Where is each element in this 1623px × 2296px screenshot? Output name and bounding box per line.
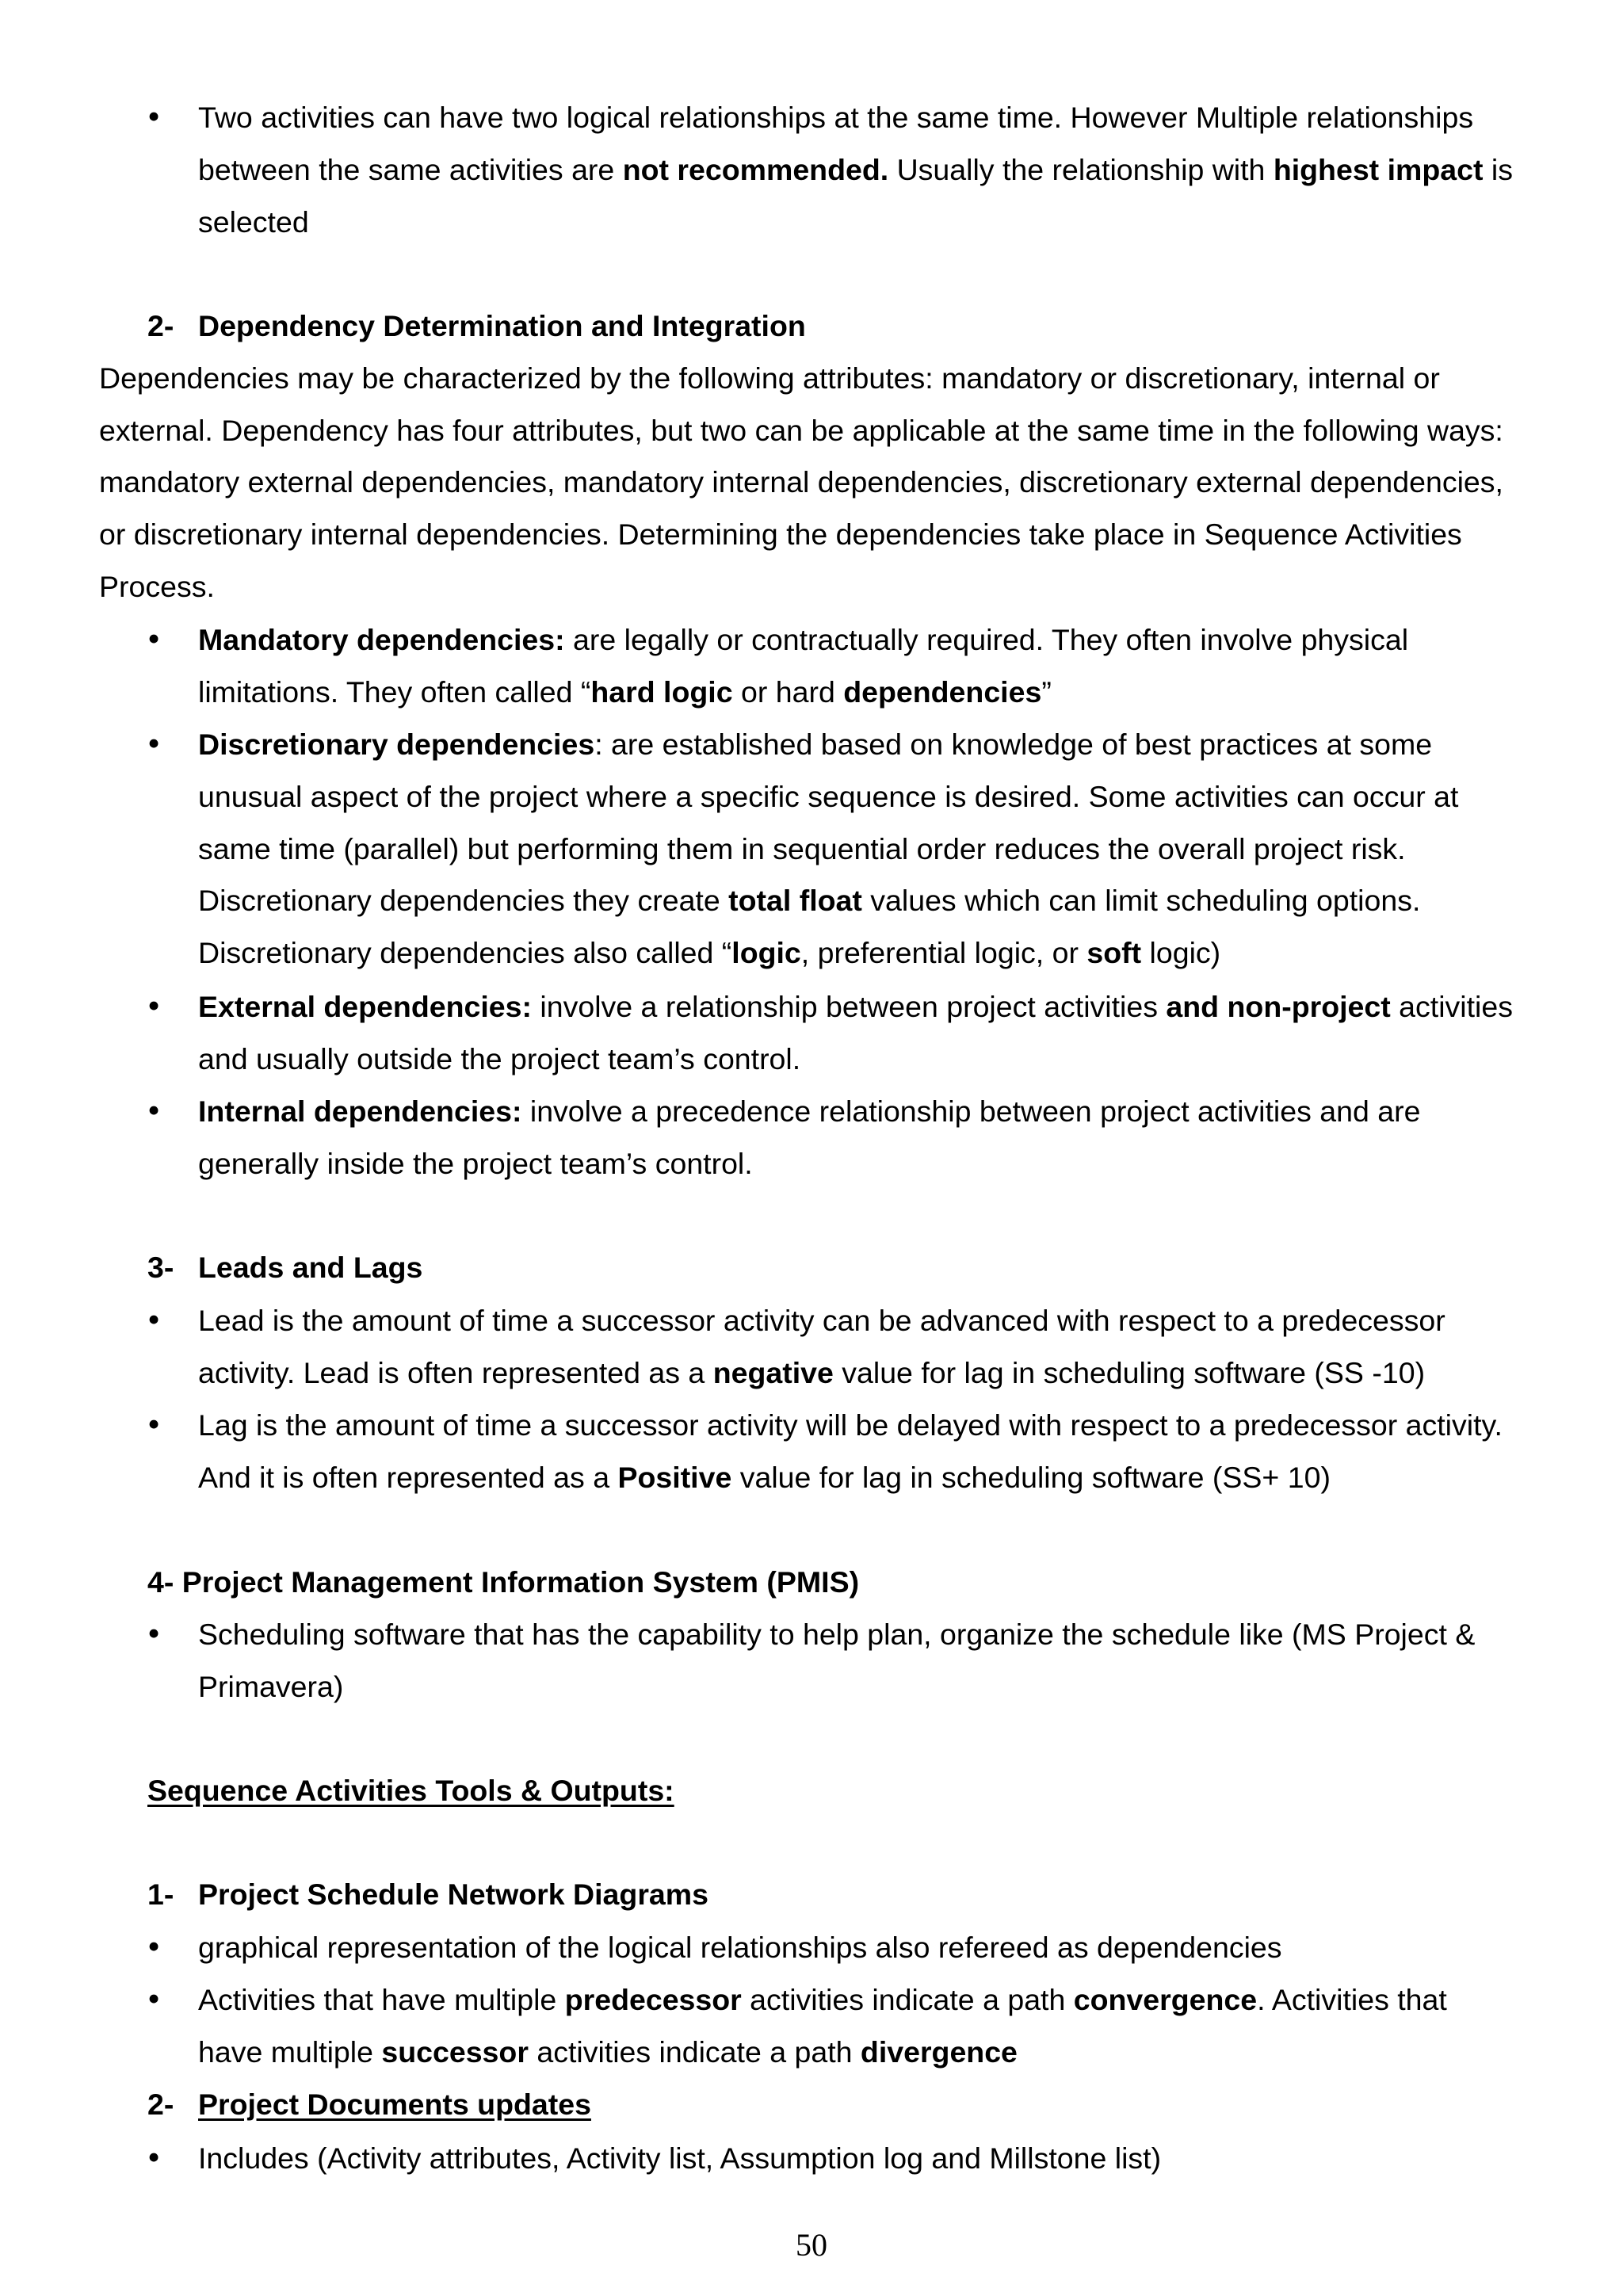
network-bullet-2-line-2: have multiple successor activities indicate a path divergence: [198, 2035, 1018, 2069]
bullet: •: [145, 1094, 163, 1129]
intro-bullet-line-1: Two activities can have two logical relationships at the same time. However Multiple relationships: [198, 101, 1474, 134]
mandatory-dependencies-line-2: limitations. They often called “hard logic or hard dependencies”: [198, 675, 1052, 709]
bullet: •: [145, 727, 163, 762]
paragraph-line: or discretionary internal dependencies. Determining the dependencies take place in Sequence Activities: [99, 518, 1462, 551]
discretionary-dependencies-line-5: Discretionary dependencies also called “logic, preferential logic, or soft logic): [198, 936, 1221, 969]
section-number: 1-: [147, 1878, 174, 1911]
bullet: •: [145, 1303, 163, 1338]
paragraph-line: Dependencies may be characterized by the following attributes: mandatory or discretionary, internal or: [99, 361, 1440, 395]
pmis-line-1: Scheduling software that has the capability to help plan, organize the schedule like (MS Project &: [198, 1618, 1476, 1651]
bullet: •: [145, 1408, 163, 1442]
discretionary-dependencies-line-1: Discretionary dependencies: are established based on knowledge of best practices at some: [198, 728, 1433, 761]
intro-bullet-line-2: between the same activities are not recommended. Usually the relationship with highest impact is: [198, 153, 1513, 186]
lag-line-2: And it is often represented as a Positive value for lag in scheduling software (SS+ 10): [198, 1461, 1331, 1494]
paragraph-line: external. Dependency has four attributes, but two can be applicable at the same time in the following ways:: [99, 414, 1503, 447]
bullet: •: [145, 100, 163, 135]
tools-outputs-heading: Sequence Activities Tools & Outputs:: [147, 1774, 674, 1807]
bullet: •: [145, 1930, 163, 1965]
bullet: •: [145, 1617, 163, 1652]
documents-bullet-1: Includes (Activity attributes, Activity list, Assumption log and Millstone list): [198, 2141, 1162, 2175]
paragraph-line: mandatory external dependencies, mandatory internal dependencies, discretionary external dependencies,: [99, 465, 1503, 499]
mandatory-dependencies-line-1: Mandatory dependencies: are legally or contractually required. They often involve physical: [198, 623, 1409, 656]
internal-dependencies-line-1: Internal dependencies: involve a precedence relationship between project activities and are: [198, 1095, 1421, 1128]
section-heading-documents-updates: Project Documents updates: [198, 2088, 591, 2121]
internal-dependencies-line-2: generally inside the project team’s control.: [198, 1147, 753, 1180]
pmis-line-2: Primavera): [198, 1670, 344, 1703]
section-number: 3-: [147, 1251, 174, 1284]
paragraph-line: Process.: [99, 570, 215, 603]
bullet: •: [145, 1982, 163, 2017]
section-heading-network-diagrams: Project Schedule Network Diagrams: [198, 1878, 708, 1911]
lag-line-1: Lag is the amount of time a successor activity will be delayed with respect to a predecessor activity.: [198, 1408, 1503, 1442]
section-number: 2-: [147, 309, 174, 342]
lead-line-2: activity. Lead is often represented as a negative value for lag in scheduling software (SS -10): [198, 1356, 1426, 1389]
section-number: 2-: [147, 2088, 174, 2121]
bullet: •: [145, 2141, 163, 2176]
discretionary-dependencies-line-4: Discretionary dependencies they create total float values which can limit scheduling options.: [198, 884, 1421, 917]
section-heading-leads-lags: Leads and Lags: [198, 1251, 423, 1284]
external-dependencies-line-1: External dependencies: involve a relationship between project activities and non-project activities: [198, 990, 1513, 1023]
page-number: 50: [796, 2227, 827, 2263]
discretionary-dependencies-line-2: unusual aspect of the project where a specific sequence is desired. Some activities can occur at: [198, 780, 1459, 813]
bullet: •: [145, 622, 163, 657]
section-heading-pmis: 4- Project Management Information System (PMIS): [147, 1565, 860, 1599]
section-heading-dependency: Dependency Determination and Integration: [198, 309, 806, 342]
intro-bullet-line-3: selected: [198, 205, 309, 239]
external-dependencies-line-2: and usually outside the project team’s control.: [198, 1042, 801, 1075]
network-bullet-2-line-1: Activities that have multiple predecessor activities indicate a path convergence. Activities that: [198, 1983, 1447, 2016]
lead-line-1: Lead is the amount of time a successor activity can be advanced with respect to a predecessor: [198, 1304, 1445, 1337]
bullet: •: [145, 989, 163, 1024]
discretionary-dependencies-line-3: same time (parallel) but performing them in sequential order reduces the overall project risk.: [198, 832, 1406, 865]
network-bullet-1: graphical representation of the logical relationships also refereed as dependencies: [198, 1931, 1282, 1964]
